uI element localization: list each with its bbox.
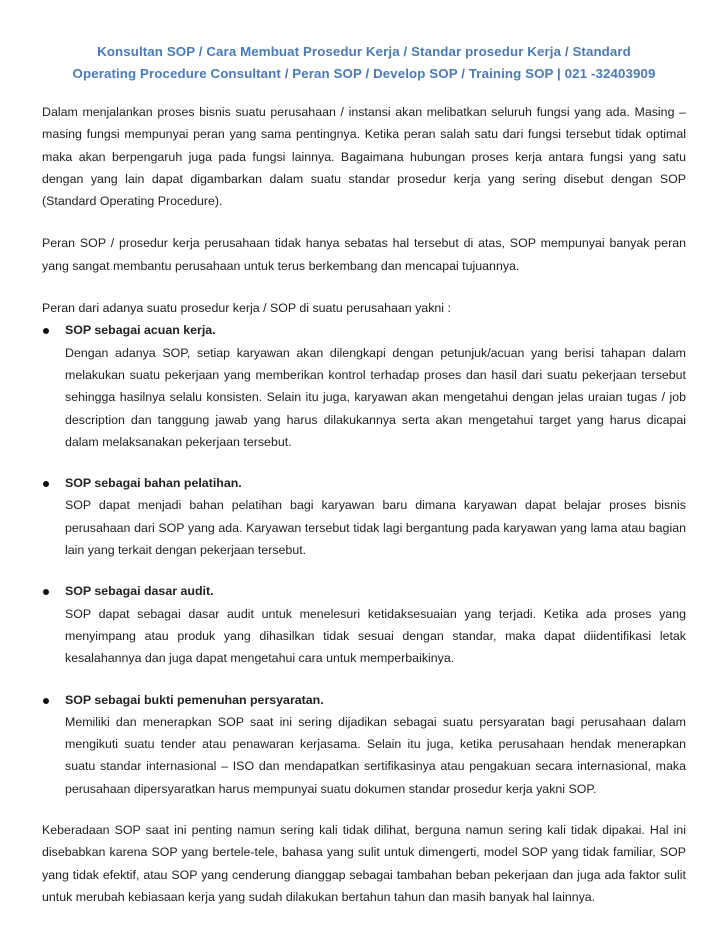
document-title xyxy=(42,41,686,85)
list-intro: Peran dari adanya suatu prosedur kerja / SOP di suatu perusahaan yakni : xyxy=(42,301,451,316)
title-line-1: Konsultan SOP / Cara Membuat Prosedur Kerja / Standar prosedur Kerja / Standard xyxy=(97,44,631,59)
bullet-text: Dengan adanya SOP, setiap karyawan akan dilengkapi dengan petunjuk/acuan yang berisi tahapan dalam melakukan suatu pekerjaan yang memberikan kontrol terhadap proses dan hasil dari suatu pekerjaan tersebut sehingga hasilnya selalu konsisten. Selain itu juga, karyawan akan mengetahui dengan jelas uraian tugas / job description dan tanggung jawab yang harus dilakukannya serta akan mengetahui target yang harus dicapai dalam melaksanakan pekerjaan tersebut. xyxy=(65,345,686,449)
bullet-dot-icon xyxy=(43,328,49,334)
bullet-heading: SOP sebagai bahan pelatihan. xyxy=(65,476,242,491)
intro-paragraph: Dalam menjalankan proses bisnis suatu perusahaan / instansi akan melibatkan seluruh fungsi yang ada. Masing – masing fungsi mempunyai peran yang sama pentingnya. Ketika peran salah satu dari fungsi tersebut tidak optimal maka akan berpengaruh juga pada fungsi lainnya. Bagaimana hubungan proses kerja antara fungsi yang satu dengan yang lain dapat digambarkan dalam suatu standar prosedur kerja yang sering disebut dengan SOP (Standard Operating Procedure). xyxy=(42,105,686,209)
bullet-dot-icon xyxy=(43,589,49,595)
title-line-2: Operating Procedure Consultant / Peran SOP / Develop SOP / Training SOP | 021 -32403909 xyxy=(72,66,656,81)
bullet-heading: SOP sebagai dasar audit. xyxy=(65,584,214,599)
bullet-text: SOP dapat sebagai dasar audit untuk menelesuri ketidaksesuaian yang terjadi. Ketika ada proses yang menyimpang atau produk yang dihasilkan tidak sesuai dengan standar, maka dapat diidentifikasi letak kesalahannya dan juga dapat mengetahui cara untuk memperbaikinya. xyxy=(65,606,686,666)
bullet-dot-icon xyxy=(43,698,49,704)
bullet-heading: SOP sebagai acuan kerja. xyxy=(65,323,216,338)
peran-paragraph: Peran SOP / prosedur kerja perusahaan tidak hanya sebatas hal tersebut di atas, SOP mempunyai banyak peran yang sangat membantu perusahaan untuk terus berkembang dan mencapai tujuannya. xyxy=(42,236,686,273)
bullet-dot-icon xyxy=(43,481,49,487)
bullet-item-bukti-persyaratan xyxy=(42,689,686,800)
bullet-item-dasar-audit xyxy=(42,580,686,669)
closing-paragraph: Keberadaan SOP saat ini penting namun sering kali tidak dilihat, berguna namun sering kali tidak dipakai. Hal ini disebabkan karena SOP yang bertele-tele, bahasa yang sulit untuk dimengerti, model SOP yang tidak familiar, SOP yang tidak efektif, atau SOP yang cenderung dianggap sebagai tambahan beban pekerjaan dan juga ada faktor sulit untuk merubah kebiasaan kerja yang sudah dilakukan bertahun tahun dan masih banyak hal lainnya. xyxy=(42,823,686,904)
bullet-text: Memiliki dan menerapkan SOP saat ini sering dijadikan sebagai suatu persyaratan bagi perusahaan dalam mengikuti suatu tender atau penawaran kerjasama. Selain itu juga, ketika perusahaan hendak menerapkan suatu standar internasional – ISO dan mendapatkan sertifikasinya atau pengakuan secara internasional, maka perusahaan dipersyaratkan harus mempunyai suatu dokumen standar prosedur kerja yakni SOP. xyxy=(65,714,686,796)
bullet-text: SOP dapat menjadi bahan pelatihan bagi karyawan baru dimana karyawan dapat belajar proses bisnis perusahaan dari SOP yang ada. Karyawan tersebut tidak lagi bergantung pada karyawan yang lama atau bagian lain yang terkait dengan pekerjaan tersebut. xyxy=(65,498,686,558)
bullet-heading: SOP sebagai bukti pemenuhan persyaratan. xyxy=(65,692,324,707)
bullet-item-bahan-pelatihan xyxy=(42,472,686,561)
bullet-item-acuan-kerja xyxy=(42,319,686,453)
